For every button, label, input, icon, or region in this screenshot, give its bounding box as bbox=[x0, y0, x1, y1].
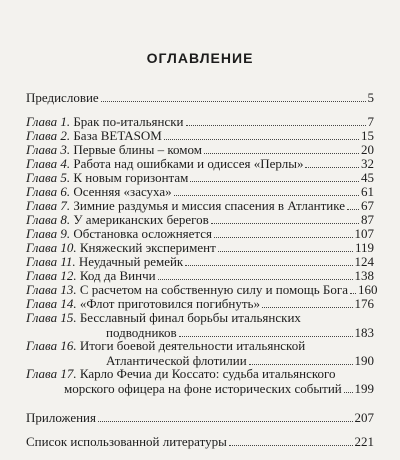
chapter-number: Глава 7. bbox=[26, 198, 71, 213]
chapter-title: Брак по-итальянски bbox=[73, 114, 184, 129]
dot-leader bbox=[204, 153, 359, 154]
chapter-title: Обстановка осложняется bbox=[73, 226, 212, 241]
dot-leader bbox=[262, 307, 353, 308]
toc-entry-chapter-11 bbox=[26, 254, 374, 269]
chapter-number: Глава 10. bbox=[26, 240, 77, 255]
chapter-title: База BETASOM bbox=[73, 128, 162, 143]
page-number: 199 bbox=[354, 381, 374, 396]
chapter-number: Глава 11. bbox=[26, 254, 76, 269]
toc-entry-chapter-7 bbox=[26, 198, 374, 213]
dot-leader bbox=[211, 223, 359, 224]
dot-leader bbox=[218, 251, 353, 252]
toc-entry-chapter-2 bbox=[26, 128, 374, 143]
chapter-number: Глава 6. bbox=[26, 184, 71, 199]
chapter-title: У американских берегов bbox=[73, 212, 209, 227]
chapter-number: Глава 17. bbox=[26, 366, 77, 381]
entry-label: Приложения bbox=[26, 410, 96, 425]
dot-leader bbox=[186, 125, 366, 126]
dot-leader bbox=[185, 265, 352, 266]
dot-leader bbox=[249, 364, 353, 365]
dot-leader bbox=[350, 293, 356, 294]
page-number: 207 bbox=[354, 410, 374, 425]
toc-entry-chapter-17 bbox=[26, 366, 374, 396]
page-number: 124 bbox=[354, 254, 374, 269]
chapter-number: Глава 3. bbox=[26, 142, 71, 157]
dot-leader bbox=[190, 181, 359, 182]
chapter-title: Осенняя «засуха» bbox=[73, 184, 172, 199]
chapter-title: Код да Винчи bbox=[79, 268, 156, 283]
chapter-title-continued: подводников bbox=[106, 325, 177, 340]
chapter-title: К новым горизонтам bbox=[73, 170, 189, 185]
chapter-title: Работа над ошибками и одиссея «Перлы» bbox=[73, 156, 304, 171]
chapter-title-continued: морского офицера на фоне исторических событий bbox=[64, 381, 342, 396]
chapter-number: Глава 8. bbox=[26, 212, 71, 227]
chapter-number: Глава 2. bbox=[26, 128, 71, 143]
page-number: 119 bbox=[354, 240, 374, 255]
page-number: 183 bbox=[354, 325, 374, 340]
chapter-title: «Флот приготовился погибнуть» bbox=[79, 296, 260, 311]
dot-leader bbox=[179, 336, 353, 337]
toc-entry-chapter-10 bbox=[26, 240, 374, 255]
toc-entry-chapter-14 bbox=[26, 296, 374, 311]
page-number: 176 bbox=[354, 296, 374, 311]
page-number: 5 bbox=[367, 90, 374, 105]
dot-leader bbox=[344, 392, 353, 393]
chapter-title: С расчетом на собственную силу и помощь Бога bbox=[79, 282, 348, 297]
page-number: 20 bbox=[361, 142, 374, 157]
page-number: 67 bbox=[361, 198, 374, 213]
dot-leader bbox=[158, 279, 353, 280]
toc-title: ОГЛАВЛЕНИЕ bbox=[146, 50, 254, 66]
page-number: 190 bbox=[354, 353, 374, 368]
chapter-number: Глава 12. bbox=[26, 268, 77, 283]
page-number: 221 bbox=[354, 434, 374, 449]
dot-leader bbox=[101, 101, 366, 102]
toc-entry-bibliography bbox=[26, 434, 374, 449]
chapter-title: Карло Фечиа ди Коссато: судьба итальянского bbox=[79, 366, 336, 381]
toc-entry-appendices bbox=[26, 410, 374, 425]
toc-entry-chapter-6 bbox=[26, 184, 374, 199]
toc-entry-chapter-1 bbox=[26, 114, 374, 129]
dot-leader bbox=[305, 167, 359, 168]
chapter-title: Первые блины – комом bbox=[73, 142, 202, 157]
chapter-title: Княжеский эксперимент bbox=[79, 240, 216, 255]
page-number: 107 bbox=[354, 226, 374, 241]
chapter-number: Глава 1. bbox=[26, 114, 71, 129]
toc-entry-chapter-8 bbox=[26, 212, 374, 227]
chapter-title: Бесславный финал борьбы итальянских bbox=[79, 310, 301, 325]
page-number: 45 bbox=[361, 170, 374, 185]
toc-entry-chapter-9 bbox=[26, 226, 374, 241]
toc-entry-chapter-15 bbox=[26, 310, 374, 340]
entry-label: Список использованной литературы bbox=[26, 434, 227, 449]
dot-leader bbox=[174, 195, 359, 196]
page-number: 32 bbox=[361, 156, 374, 171]
toc-entry-chapter-12 bbox=[26, 268, 374, 283]
chapter-title: Неудачный ремейк bbox=[78, 254, 184, 269]
dot-leader bbox=[214, 237, 353, 238]
dot-leader bbox=[229, 445, 353, 446]
entry-label: Предисловие bbox=[26, 90, 99, 105]
dot-leader bbox=[164, 139, 359, 140]
page-number: 61 bbox=[361, 184, 374, 199]
page-number: 7 bbox=[367, 114, 374, 129]
page-number: 15 bbox=[361, 128, 374, 143]
chapter-number: Глава 9. bbox=[26, 226, 71, 241]
page-number: 87 bbox=[361, 212, 374, 227]
chapter-number: Глава 13. bbox=[26, 282, 77, 297]
toc-entry-chapter-4 bbox=[26, 156, 374, 171]
page-number: 138 bbox=[354, 268, 374, 283]
toc-entry-chapter-13 bbox=[26, 282, 378, 297]
toc-entry-chapter-5 bbox=[26, 170, 374, 185]
toc-entry-chapter-3 bbox=[26, 142, 374, 157]
dot-leader bbox=[347, 209, 359, 210]
chapter-title: Зимние раздумья и миссия спасения в Атлантике bbox=[73, 198, 346, 213]
chapter-number: Глава 5. bbox=[26, 170, 71, 185]
chapter-title: Итоги боевой деятельности итальянской bbox=[79, 338, 306, 353]
chapter-number: Глава 14. bbox=[26, 296, 77, 311]
chapter-title-continued: Атлантической флотилии bbox=[106, 353, 247, 368]
chapter-number: Глава 16. bbox=[26, 338, 77, 353]
page-number: 160 bbox=[357, 282, 378, 297]
toc-entry-chapter-16 bbox=[26, 338, 374, 368]
chapter-number: Глава 15. bbox=[26, 310, 77, 325]
chapter-number: Глава 4. bbox=[26, 156, 71, 171]
dot-leader bbox=[98, 421, 353, 422]
toc-entry-preface bbox=[26, 90, 374, 105]
